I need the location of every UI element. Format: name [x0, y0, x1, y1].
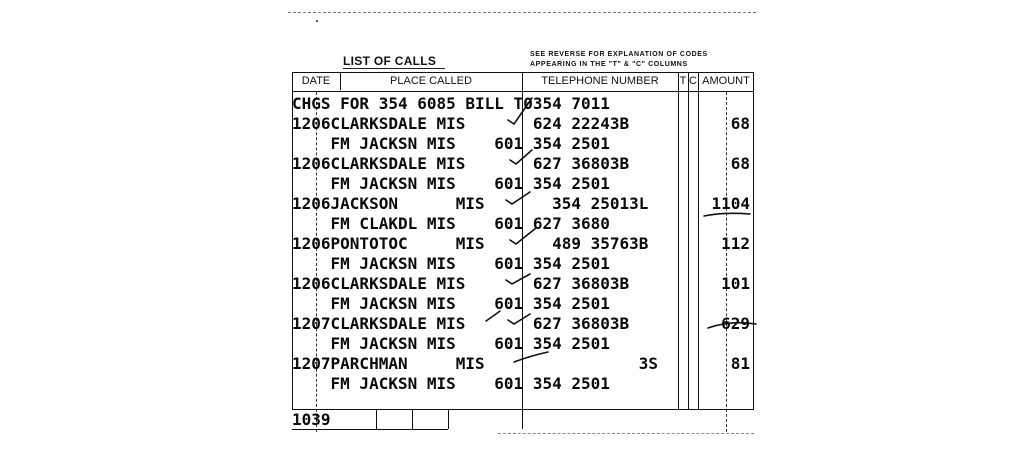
call-line: FM JACKSN MIS 601 354 2501 — [292, 374, 610, 393]
call-line: FM JACKSN MIS 601 354 2501 — [292, 334, 610, 353]
call-line: FM JACKSN MIS 601 354 2501 — [292, 294, 610, 313]
bottom-cell-divider — [448, 409, 449, 429]
header-amount: AMOUNT — [702, 75, 750, 87]
amount-value: 68 — [730, 154, 750, 173]
amount-value: 112 — [721, 234, 750, 253]
call-line: 1206CLARKSDALE MIS 627 36803B — [292, 274, 630, 293]
header-telephone-number: TELEPHONE NUMBER — [541, 75, 659, 87]
call-line: CHGS FOR 354 6085 BILL T0354 7011 — [292, 94, 610, 113]
call-line: FM JACKSN MIS 601 354 2501 — [292, 174, 610, 193]
amount-value: 101 — [721, 274, 750, 293]
column-line-tel — [678, 72, 679, 409]
total-value: 1039 — [292, 410, 331, 429]
call-line: 1206CLARKSDALE MIS 627 36803B — [292, 154, 630, 173]
codes-note-line-1: SEE REVERSE FOR EXPLANATION OF CODES — [530, 51, 708, 58]
amount-underline-marks — [700, 200, 760, 340]
header-date: DATE — [301, 75, 331, 87]
bottom-dotted-rule — [498, 433, 754, 434]
call-line: FM JACKSN MIS 601 354 2501 — [292, 254, 610, 273]
call-line: FM CLAKDL MIS 601 627 3680 — [292, 214, 610, 233]
title-underline — [343, 68, 445, 69]
column-line-date — [340, 72, 341, 90]
bottom-cell-divider — [376, 409, 377, 429]
speck — [316, 20, 318, 22]
call-line: 1206JACKSON MIS 354 25013L — [292, 194, 649, 213]
call-line: 1207CLARKSDALE MIS 627 36803B — [292, 314, 630, 333]
page-title: LIST OF CALLS — [343, 54, 437, 68]
amount-value: 81 — [730, 354, 750, 373]
amount-value: 629 — [721, 314, 750, 333]
amount-value: 1104 — [711, 194, 750, 213]
header-place-called: PLACE CALLED — [390, 75, 472, 87]
call-line: 1207PARCHMAN MIS 3S — [292, 354, 659, 373]
bottom-cell-divider — [412, 409, 413, 429]
codes-note-line-2: APPEARING IN THE "T" & "C" COLUMNS — [530, 61, 688, 68]
call-line: 1206CLARKSDALE MIS 624 22243B — [292, 114, 630, 133]
call-line: 1206PONTOTOC MIS 489 35763B — [292, 234, 649, 253]
amount-value: 68 — [730, 114, 750, 133]
header-t: T — [679, 75, 687, 87]
header-c: C — [689, 75, 697, 87]
column-line-t — [688, 72, 689, 409]
handwritten-check-marks — [480, 90, 560, 390]
call-line: FM JACKSN MIS 601 354 2501 — [292, 134, 610, 153]
top-edge-rule — [288, 12, 756, 13]
bottom-rule — [292, 409, 754, 410]
